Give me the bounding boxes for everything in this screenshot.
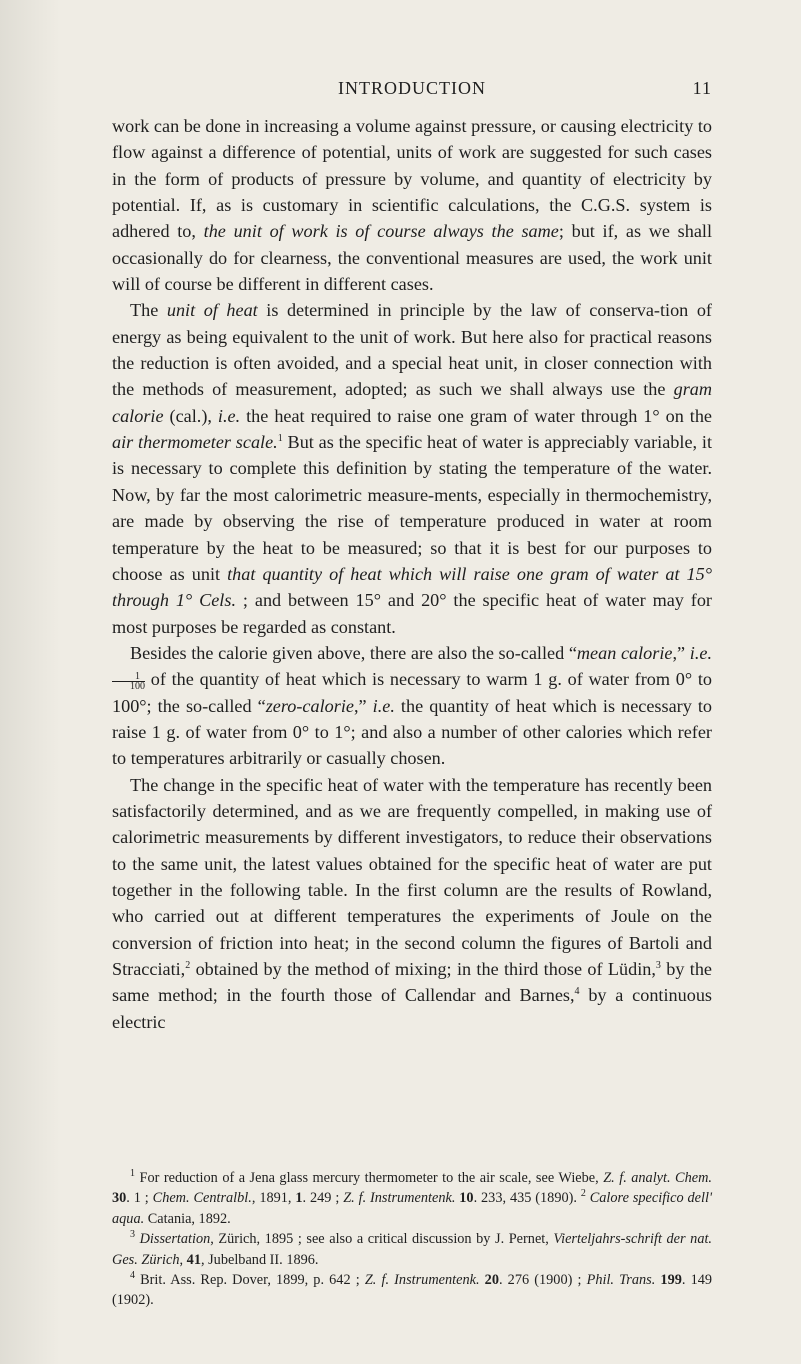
text-run: , Jubelband II. 1896. xyxy=(200,1251,319,1268)
italic-text: air thermometer scale. xyxy=(112,432,278,453)
text-run: , 1891, xyxy=(251,1190,296,1207)
text-run: . 233, 435 (1890). xyxy=(473,1190,581,1207)
footnote-marker: 2 xyxy=(185,959,191,971)
text-run: of the quantity of heat which is necessary to warm 1 g. of water from 0° to 100°; the so-called “ xyxy=(112,669,712,716)
footnote-marker: 1 xyxy=(130,1168,135,1180)
text-run: ,” xyxy=(353,695,373,716)
text-run: by a continuous electric xyxy=(112,985,712,1032)
text-run: . 249 ; xyxy=(302,1190,344,1207)
text-run: by the same method; in the fourth those of Callendar and Barnes, xyxy=(112,959,712,1006)
volume-number: 30 xyxy=(112,1190,127,1207)
footnote xyxy=(112,1229,712,1270)
text-run: For reduction of a Jena glass mercury thermometer to the air scale, see Wiebe, xyxy=(135,1170,604,1186)
footnote-marker: 2 xyxy=(580,1188,586,1200)
footnote-marker: 4 xyxy=(130,1270,135,1282)
body-text xyxy=(112,113,712,1035)
italic-text: gram calorie xyxy=(112,379,712,426)
italic-text: Dissertation xyxy=(139,1231,211,1248)
text-run: . 149 (1902). xyxy=(112,1272,713,1309)
fraction xyxy=(112,672,145,691)
italic-text: i.e. xyxy=(689,642,712,663)
text-run: . 1 ; xyxy=(126,1190,153,1207)
fraction-denominator: 100 xyxy=(130,680,145,692)
italic-text: Z. f. Instrumentenk. xyxy=(343,1190,456,1207)
text-run: the heat required to raise one gram of water through 1° on the xyxy=(240,405,713,426)
footnote-marker: 1 xyxy=(277,433,283,445)
text-run: The change in the specific heat of water with the temperature has recently been satisfactorily determined, and as we are frequently compelled, in making use of calorimetric measurements by different investigators, to reduce their observations to the same unit, the latest values obtained for the specific heat of water are put together in the following table. In the first column are the results of Rowland, who carried out at different temperatures the experiments of Joule on the conversion of friction into heat; in the second column the figures of Bartoli and Stracciati, xyxy=(112,774,712,979)
text-run: is determined in principle by the law of conserva-tion of energy as being equivalent to the unit of work. But here also for practical reasons the reduction is often avoided, and a special heat unit, in closer connection with the methods of measurement, adopted; as such we shall always use the xyxy=(112,300,712,400)
italic-text: that quantity of heat which will raise one gram of water at 15° through 1° Cels. xyxy=(112,563,713,611)
italic-text: zero-calorie xyxy=(265,695,354,716)
footnote-marker: 3 xyxy=(655,959,661,971)
running-title: INTRODUCTION xyxy=(338,78,486,98)
volume-number: 41 xyxy=(186,1251,201,1268)
text-run: , Zürich, 1895 ; see also a critical discussion by J. Pernet, xyxy=(210,1231,554,1248)
italic-text: Z. f. Instrumentenk. xyxy=(364,1272,480,1289)
page-edge-shadow xyxy=(0,0,60,1364)
footnote xyxy=(112,1270,712,1311)
italic-text: Z. f. analyt. Chem. xyxy=(603,1170,712,1186)
italic-text: Phil. Trans. xyxy=(586,1272,656,1289)
fraction-numerator: 1 xyxy=(112,672,145,682)
footnotes xyxy=(112,1168,712,1311)
text-run: ,” xyxy=(672,642,690,663)
footnote-marker: 3 xyxy=(130,1229,135,1241)
italic-text: Calore specifico dell' aqua. xyxy=(112,1190,713,1227)
footnote xyxy=(112,1168,712,1229)
italic-text: Vierteljahrs-schrift der nat. Ges. Zürich xyxy=(112,1231,713,1268)
text-run: But as the specific heat of water is appreciably variable, it is necessary to complete this definition by stating the temperature of the water. Now, by far the most calorimetric measure-ments, especially in thermochemistry, are made by observing the rise of temperature produced in water at room temperature by the heat to be measured; so that it is best for our purposes to choose as unit xyxy=(112,432,713,584)
italic-text: the unit of work is of course always the same xyxy=(203,221,559,242)
italic-text: i.e. xyxy=(372,695,395,716)
volume-number: 10 xyxy=(459,1190,474,1207)
page-number: 11 xyxy=(692,78,712,98)
paragraph xyxy=(112,297,712,639)
text-run: Besides the calorie given above, there are also the so-called “ xyxy=(130,642,577,663)
volume-number: 20 xyxy=(484,1272,499,1289)
text-run: , xyxy=(179,1251,187,1268)
running-header xyxy=(112,78,712,102)
volume-number: 199 xyxy=(660,1272,682,1289)
text-run: . 276 (1900) ; xyxy=(498,1272,587,1289)
text-run: work can be done in increasing a volume against pressure, or causing electricity to flow against a difference of potential, units of work are suggested for such cases in the form of products of pressure by volume, and quantity of electricity by potential. If, as is customary in scientific calculations, the C.G.S. system is adhered to, xyxy=(112,116,712,242)
volume-number: 1 xyxy=(295,1190,303,1207)
text-run: (cal.), xyxy=(163,405,218,426)
text-run: Brit. Ass. Rep. Dover, 1899, p. 642 ; xyxy=(135,1272,365,1289)
paragraph xyxy=(112,640,712,772)
text-run: Catania, 1892. xyxy=(144,1210,231,1227)
text-run: the quantity of heat which is necessary to raise 1 g. of water from 0° to 1°; and also a number of other calories which refer to temperatures arbitrarily or casually chosen. xyxy=(112,695,713,769)
footnote-marker: 4 xyxy=(574,986,580,998)
text-run: obtained by the method of mixing; in the third those of Lüdin, xyxy=(190,959,656,979)
italic-text: mean calorie xyxy=(576,642,673,663)
italic-text: i.e. xyxy=(217,405,241,426)
text-run: The xyxy=(130,300,167,321)
paragraph xyxy=(112,772,712,1035)
text-run: ; and between 15° and 20° the specific heat of water may for most purposes be regarded as constant. xyxy=(112,590,712,637)
italic-text: unit of heat xyxy=(166,300,258,321)
paragraph xyxy=(112,113,712,297)
text-run: ; but if, as we shall occasionally do for clearness, the conventional measures are used, the work unit will of course be different in different cases. xyxy=(112,221,713,295)
italic-text: Chem. Centralbl. xyxy=(152,1190,252,1207)
